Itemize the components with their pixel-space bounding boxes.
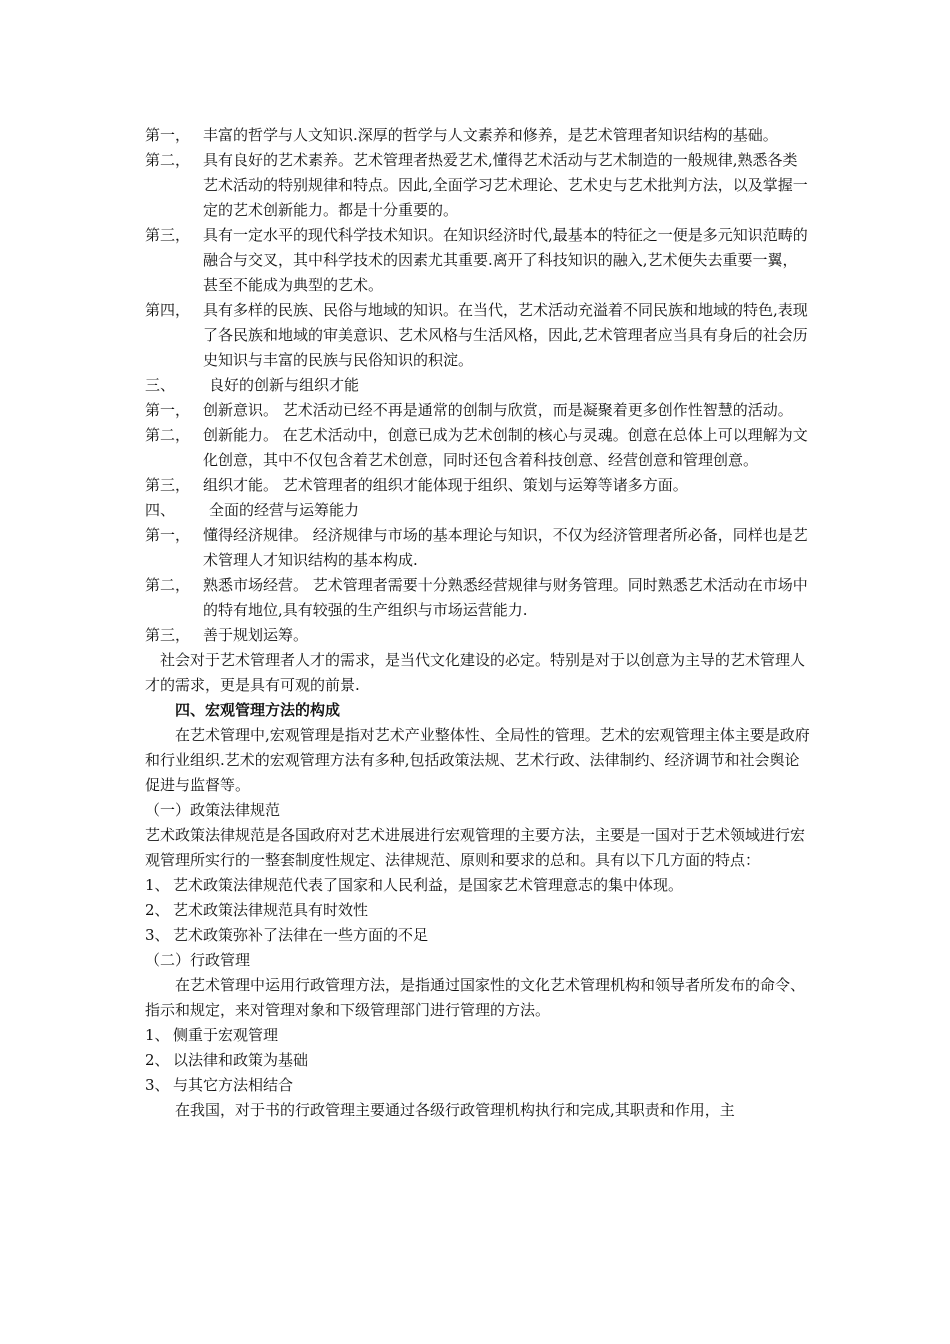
item-number: 3、: [145, 926, 170, 944]
item-number: 第一，: [145, 526, 191, 544]
list-item: [145, 523, 810, 573]
item-number: 第四，: [145, 301, 191, 319]
list-item: [145, 1048, 810, 1073]
section-title: 良好的创新与组织才能: [209, 376, 360, 394]
section-number: 四、: [145, 501, 176, 519]
item-number: 3、: [145, 1076, 170, 1094]
item-text: 具有良好的艺术素养。艺术管理者热爱艺术,懂得艺术活动与艺术制造的一般规律,熟悉各类艺术活动的特别规律和特点。因此,全面学习艺术理论、艺术史与艺术批判方法，以及掌握一定的艺术创新能力。都是十分重要的。: [203, 151, 808, 219]
item-text: 懂得经济规律。 经济规律与市场的基本理论与知识，不仅为经济管理者所必备，同样也是艺术管理人才知识结构的基本构成.: [203, 526, 808, 569]
section-title: 全面的经营与运筹能力: [209, 501, 360, 519]
list-item: [145, 1073, 810, 1098]
item-text: 具有多样的民族、民俗与地域的知识。在当代，艺术活动充溢着不同民族和地域的特色,表现了各民族和地域的审美意识、艺术风格与生活风格，因此,艺术管理者应当具有身后的社会历史知识与丰富的民族与民俗知识的积淀。: [203, 301, 808, 369]
subsection-paragraph: 艺术政策法律规范是各国政府对艺术进展进行宏观管理的主要方法，主要是一国对于艺术领域进行宏观管理所实行的一整套制度性规定、法律规范、原则和要求的总和。具有以下几方面的特点：: [145, 826, 806, 869]
document-body: [145, 123, 810, 1123]
list-item: [145, 898, 810, 923]
item-text: 熟悉市场经营。 艺术管理者需要十分熟悉经营规律与财务管理。同时熟悉艺术活动在市场中的特有地位,具有较强的生产组织与市场运营能力.: [203, 576, 808, 619]
section-number: 三、: [145, 376, 176, 394]
list-item: [145, 1023, 810, 1048]
item-text: 创新能力。 在艺术活动中，创意已成为艺术创制的核心与灵魂。创意在总体上可以理解为文化创意，其中不仅包含着艺术创意，同时还包含着科技创意、经营创意和管理创意。: [203, 426, 808, 469]
item-text: 善于规划运筹。: [203, 626, 309, 644]
item-text: 以法律和政策为基础: [173, 1051, 309, 1069]
list-item: [145, 923, 810, 948]
item-text: 侧重于宏观管理: [173, 1026, 279, 1044]
list-item: [145, 398, 810, 423]
item-number: 第二，: [145, 151, 191, 169]
list-item: [145, 473, 810, 498]
item-text: 创新意识。 艺术活动已经不再是通常的创制与欣赏，而是凝聚着更多创作性智慧的活动。: [203, 401, 793, 419]
item-text: 具有一定水平的现代科学技术知识。在知识经济时代,最基本的特征之一便是多元知识范畴的融合与交叉，其中科学技术的因素尤其重要.离开了科技知识的融入,艺术便失去重要一翼，甚至不能成为典型的艺术。: [203, 226, 808, 294]
item-number: 第二，: [145, 426, 191, 444]
item-text: 丰富的哲学与人文知识.深厚的哲学与人文素养和修养，是艺术管理者知识结构的基础。: [203, 126, 778, 144]
item-number: 第三，: [145, 626, 191, 644]
item-number: 第三，: [145, 476, 191, 494]
subsection-paragraph: 在艺术管理中运用行政管理方法，是指通过国家性的文化艺术管理机构和领导者所发布的命令、指示和规定，来对管理对象和下级管理部门进行管理的方法。: [145, 976, 806, 1019]
item-text: 艺术政策弥补了法律在一些方面的不足: [173, 926, 429, 944]
final-paragraph: 在我国，对于书的行政管理主要通过各级行政管理机构执行和完成,其职责和作用，主: [175, 1101, 735, 1119]
item-number: 第二，: [145, 576, 191, 594]
item-number: 第一，: [145, 401, 191, 419]
item-number: 第一，: [145, 126, 191, 144]
item-number: 1、: [145, 1026, 170, 1044]
section-heading: [145, 498, 810, 523]
subsection-title: （二）行政管理: [145, 951, 251, 969]
item-text: 艺术政策法律规范具有时效性: [173, 901, 369, 919]
list-item: [145, 298, 810, 373]
list-item: [145, 223, 810, 298]
macro-paragraph: 在艺术管理中,宏观管理是指对艺术产业整体性、全局性的管理。艺术的宏观管理主体主要是政府和行业组织.艺术的宏观管理方法有多种,包括政策法规、艺术行政、法律制约、经济调节和社会舆论促进与监督等。: [145, 726, 810, 794]
item-text: 与其它方法相结合: [173, 1076, 294, 1094]
item-text: 组织才能。 艺术管理者的组织才能体现于组织、策划与运筹等诸多方面。: [203, 476, 688, 494]
subsection-title: （一）政策法律规范: [145, 801, 281, 819]
item-text: 艺术政策法律规范代表了国家和人民利益，是国家艺术管理意志的集中体现。: [173, 876, 684, 894]
section-heading: [145, 373, 810, 398]
item-number: 2、: [145, 901, 170, 919]
main-heading: 四、宏观管理方法的构成: [175, 701, 341, 719]
list-item: [145, 423, 810, 473]
item-number: 第三，: [145, 226, 191, 244]
list-item: [145, 573, 810, 623]
summary-paragraph: 社会对于艺术管理者人才的需求，是当代文化建设的必定。特别是对于以创意为主导的艺术管理人才的需求，更是具有可观的前景.: [145, 651, 806, 694]
item-number: 1、: [145, 876, 170, 894]
list-item: [145, 873, 810, 898]
item-number: 2、: [145, 1051, 170, 1069]
list-item: [145, 148, 810, 223]
list-item: [145, 623, 810, 648]
list-item: [145, 123, 810, 148]
